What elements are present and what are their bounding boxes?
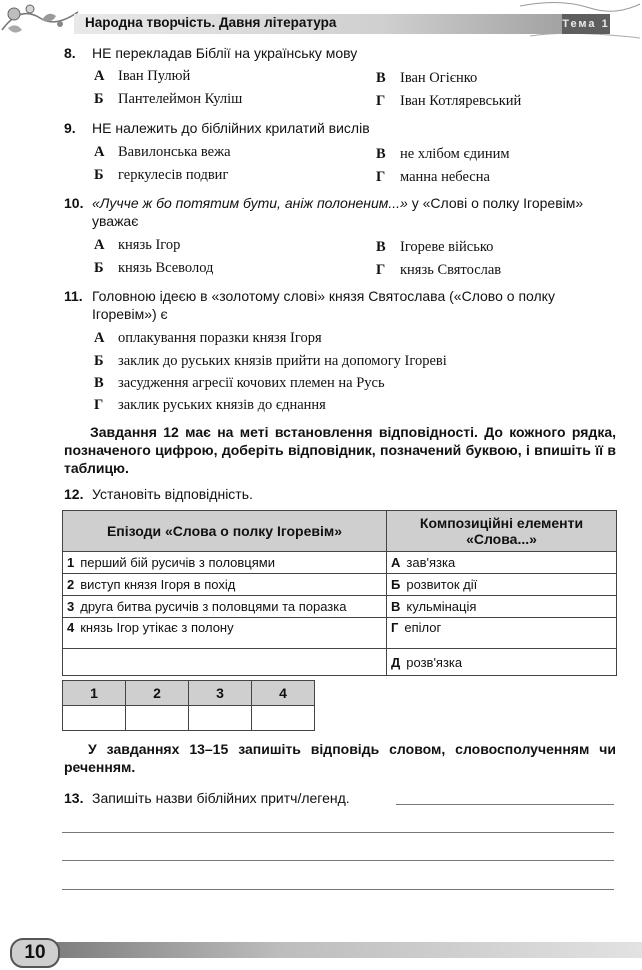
answer-cell-4[interactable] (252, 706, 315, 731)
option-a[interactable]: А Вавилонська вежа (94, 144, 231, 160)
option-b[interactable]: Б геркулесів подвиг (94, 167, 229, 183)
answer-grid (62, 680, 315, 731)
answer-line[interactable] (62, 860, 614, 861)
page-header (0, 0, 642, 40)
column-header-episodes: Епізоди «Слова о полку Ігоревім» (63, 511, 387, 552)
answer-cell-2[interactable] (126, 706, 189, 731)
answer-cell-1[interactable] (63, 706, 126, 731)
table-row: 1 перший бій русичів з половцями А зав'язка (63, 552, 617, 574)
option-a[interactable]: А Іван Пулюй (94, 68, 191, 84)
answer-cell-3[interactable] (189, 706, 252, 731)
option-b[interactable]: Б Пантелеймон Куліш (94, 91, 243, 107)
question-11 (64, 287, 555, 322)
column-header-elements: Композиційні елементи «Слова...» (387, 511, 617, 552)
question-9 (64, 119, 370, 137)
topic-badge: Тема 1 (562, 14, 610, 34)
question-10 (64, 194, 584, 229)
option-v[interactable]: В Іван Огієнко (376, 70, 478, 86)
option-g[interactable]: Г князь Святослав (376, 262, 502, 278)
option-g[interactable]: Г заклик руських князів до єднання (94, 397, 326, 413)
table-row: 2 виступ князя Ігоря в похід Б розвиток дії (63, 574, 617, 596)
question-text: НЕ перекладав Біблії на українську мову (92, 45, 358, 61)
answer-line[interactable] (396, 804, 614, 805)
question-12 (64, 485, 253, 503)
option-a[interactable]: А князь Ігор (94, 237, 181, 253)
option-g[interactable]: Г манна небесна (376, 169, 490, 185)
question-number: 13. (64, 790, 84, 806)
question-text: Головною ідеєю в «золотому слові» князя Святослава («Слово о полку Ігоревім») є (92, 288, 555, 322)
table-row: 3 друга битва русичів з половцями та поразка В кульмінація (63, 596, 617, 618)
answer-line[interactable] (62, 832, 614, 833)
option-v[interactable]: В засудження агресії кочових племен на Русь (94, 375, 385, 391)
quote-text: «Лучче ж бо потятим бути, аніж полоненим...» (92, 195, 408, 211)
table-row: Д розв'язка (63, 649, 617, 676)
question-13 (64, 789, 350, 807)
question-number: 11. (64, 288, 83, 304)
floral-ornament-icon (0, 0, 80, 40)
instruction-12: Завдання 12 має на меті встановлення відповідності. До кожного рядка, позначеного цифрою, доберіть відповідник, позначений буквою, і впишіть її в таблицю. (64, 424, 616, 476)
option-b[interactable]: Б заклик до руських князів прийти на допомогу Ігореві (94, 353, 447, 369)
answer-grid-header: 1 2 3 4 (63, 681, 315, 706)
page-number: 10 (10, 938, 60, 968)
option-a[interactable]: А оплакування поразки князя Ігоря (94, 330, 322, 346)
option-v[interactable]: В не хлібом єдиним (376, 146, 510, 162)
question-text: Установіть відповідність. (92, 486, 253, 502)
question-text: НЕ належить до біблійних крилатий вислів (92, 120, 370, 136)
question-text: «Лучче ж бо потятим бути, аніж полоненим...» у «Слові о полку Ігоревім» уважає (92, 195, 584, 229)
option-b[interactable]: Б князь Всеволод (94, 260, 214, 276)
question-text: Запишіть назви біблійних притч/легенд. (92, 790, 350, 806)
instruction-13: У завданнях 13–15 запишіть відповідь словом, словосполученням чи реченням. (64, 741, 616, 775)
page-title: Народна творчість. Давня література (85, 15, 337, 30)
question-8 (64, 44, 358, 62)
option-g[interactable]: Г Іван Котляревський (376, 93, 522, 109)
answer-line[interactable] (62, 889, 614, 890)
question-number: 9. (64, 120, 76, 136)
matching-table (62, 510, 617, 676)
question-number: 12. (64, 486, 84, 502)
option-v[interactable]: В Ігореве військо (376, 239, 494, 255)
question-number: 10. (64, 195, 84, 211)
table-row: 4 князь Ігор утікає з полону Г епілог (63, 618, 617, 649)
table-header-row (63, 511, 617, 552)
answer-grid-row (63, 706, 315, 731)
question-number: 8. (64, 45, 76, 61)
footer-band (40, 942, 642, 958)
